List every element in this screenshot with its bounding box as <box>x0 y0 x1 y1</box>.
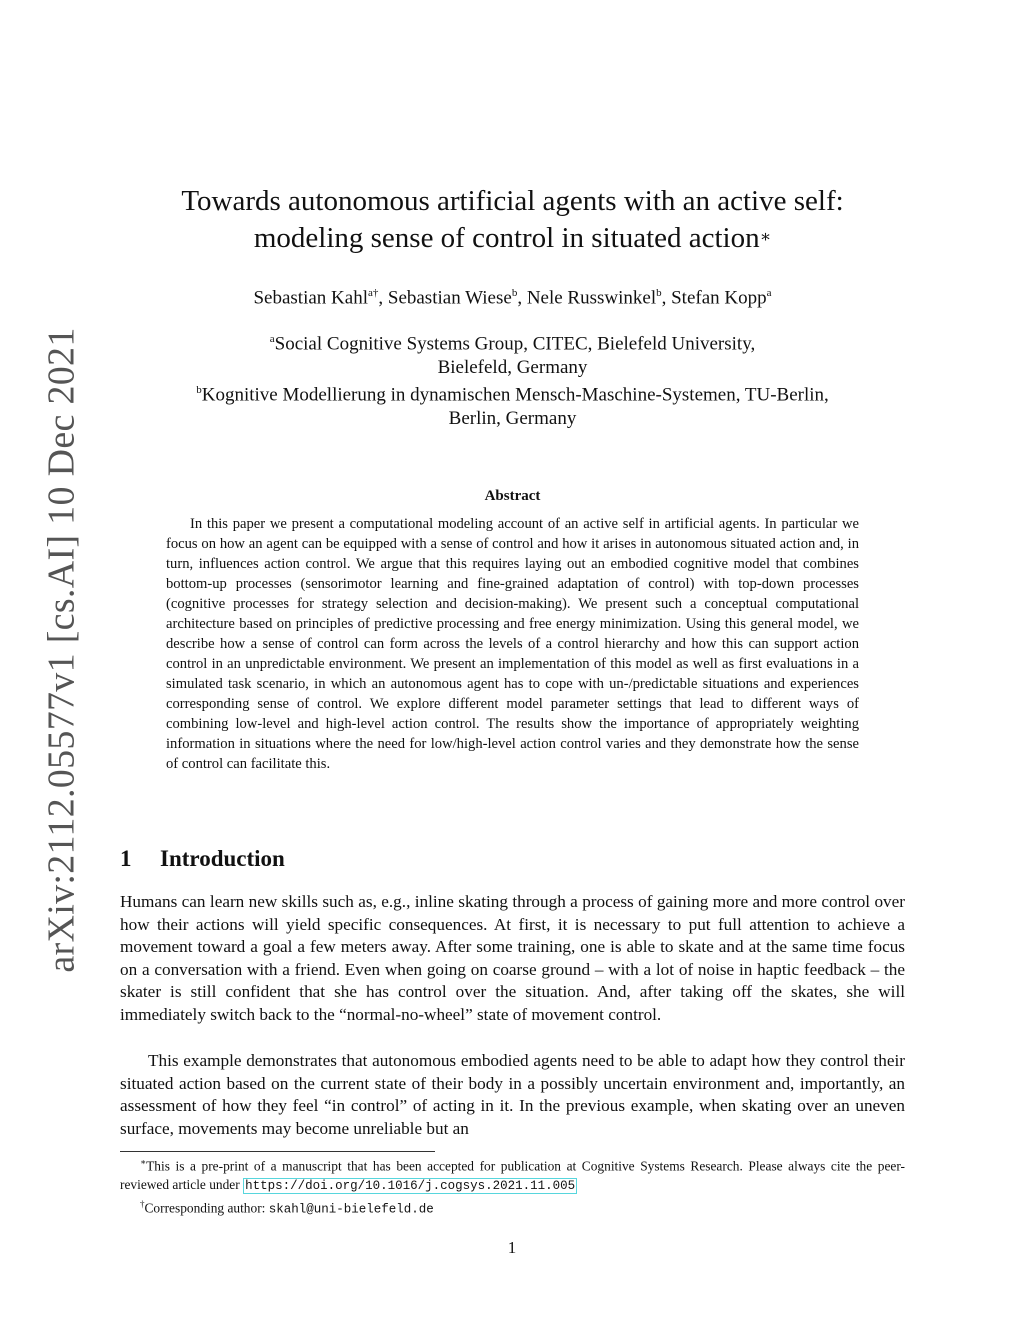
affiliation-a-line-1: $^a$Social Cognitive Systems Group, CITEC, Bielefeld University, <box>269 333 756 355</box>
body-paragraph: Humans can learn new skills such as, e.g., inline skating through a process of gaining more and more control over how their actions will yield specific consequences. At first, it is necessary to put full attention to achieve a movement toward a goal a few meters away. After some training, one is able to skate and at the same time focus on a conversation with a friend. Even when going on coarse ground – with a lot of noise in haptic feedback – the skater is still confident that she has control over the situation. And, after taking off the skates, she will immediately switch back to the “normal-no-wheel” state of movement control. <box>120 892 905 1024</box>
affiliation-b-line-1: $^b$Kognitive Modellierung in dynamischen Mensch-Maschine-Systemen, TU-Berlin, <box>196 384 829 406</box>
affiliation-a-line-2: Bielefeld, Germany <box>437 356 588 378</box>
title-line-2: modeling sense of control in situated action∗ <box>253 222 772 254</box>
author-name: Nele Russwinkel <box>526 287 657 309</box>
doi-link[interactable]: https://doi.org/10.1016/j.cogsys.2021.11.005 <box>245 1178 576 1193</box>
paper-title <box>120 183 905 257</box>
author-name: Sebastian Kahl <box>253 287 368 309</box>
title-footnote-mark: ∗ <box>759 227 772 246</box>
body-paragraph: This example demonstrates that autonomous embodied agents need to be able to adapt how they control their situated action based on the current state of their body in a possibly uncertain environment and, importantly, an assessment of how they feel “in control” of acting in it. In the previous example, when skating over an uneven surface, movements may become unreliable but an <box>120 1051 905 1138</box>
footnote-preprint: ∗This is a pre-print of a manuscript that has been accepted for publication at Cognitive Systems Research. Please always cite the peer-reviewed article under https://doi.org/10.1016/j.cogsys.2021.11.005 <box>120 1157 905 1193</box>
arxiv-identifier-stamp <box>22 327 102 973</box>
section-title: Introduction <box>160 846 285 871</box>
author-affiliation-mark: b <box>511 287 518 299</box>
footnotes <box>120 1153 905 1219</box>
author-email: skahl@uni-bielefeld.de <box>268 1202 434 1217</box>
author-affiliation-mark: a <box>766 287 772 299</box>
section-heading-introduction <box>120 844 285 874</box>
title-line-1: Towards autonomous artificial agents with an active self: <box>181 185 844 217</box>
abstract-text: In this paper we present a computational modeling account of an active self in artificial agents. In particular we focus on how an agent can be equipped with a sense of control and how it arises in autonomous situated action and, in turn, influences action control. We argue that this requires laying out an embodied cognitive model that combines bottom-up processes (sensorimotor learning and fine-grained adaptation of control) with top-down processes (cognitive processes for strategy selection and decision-making). We present such a conceptual computational architecture based on principles of predictive processing and free energy minimization. Using this general model, we describe how a sense of control can form across the levels of a control hierarchy and how this can support action control in an unpredictable environment. We present an implementation of this model as well as first evaluations in a simulated task scenario, in which an autonomous agent has to cope with un-/predictable situations and experiences corresponding sense of control. We explore different model parameter settings that lead to different ways of combining low-level and high-level action control. The results show the importance of appropriately weighting information in situations where the need for low/high-level action control varies and they demonstrate how the sense of control can facilitate this. <box>166 516 859 772</box>
arxiv-identifier-text: arXiv:2112.05577v1 [cs.AI] 10 Dec 2021 <box>41 327 83 973</box>
author-list: Sebastian Kahl$^{a\dagger}$, Sebastian Wiese$^b$, Nele Russwinkel$^b$, Stefan Kopp$^a$ <box>253 287 772 309</box>
author-name: Sebastian Wiese <box>387 287 512 309</box>
affiliation-b-line-2: Berlin, Germany <box>448 408 577 430</box>
footnote-divider <box>120 1151 435 1152</box>
author-affiliation-mark: a† <box>367 287 379 299</box>
author-affiliation-mark: b <box>656 287 662 299</box>
author-name: Stefan Kopp <box>671 287 767 309</box>
page-number: 1 <box>507 1238 517 1257</box>
footnote-corresponding-author: †Corresponding author: skahl@uni-bielefeld.de <box>140 1199 434 1217</box>
section-number: 1 <box>120 846 132 871</box>
affiliations <box>120 328 905 431</box>
abstract-heading: Abstract <box>484 488 541 504</box>
